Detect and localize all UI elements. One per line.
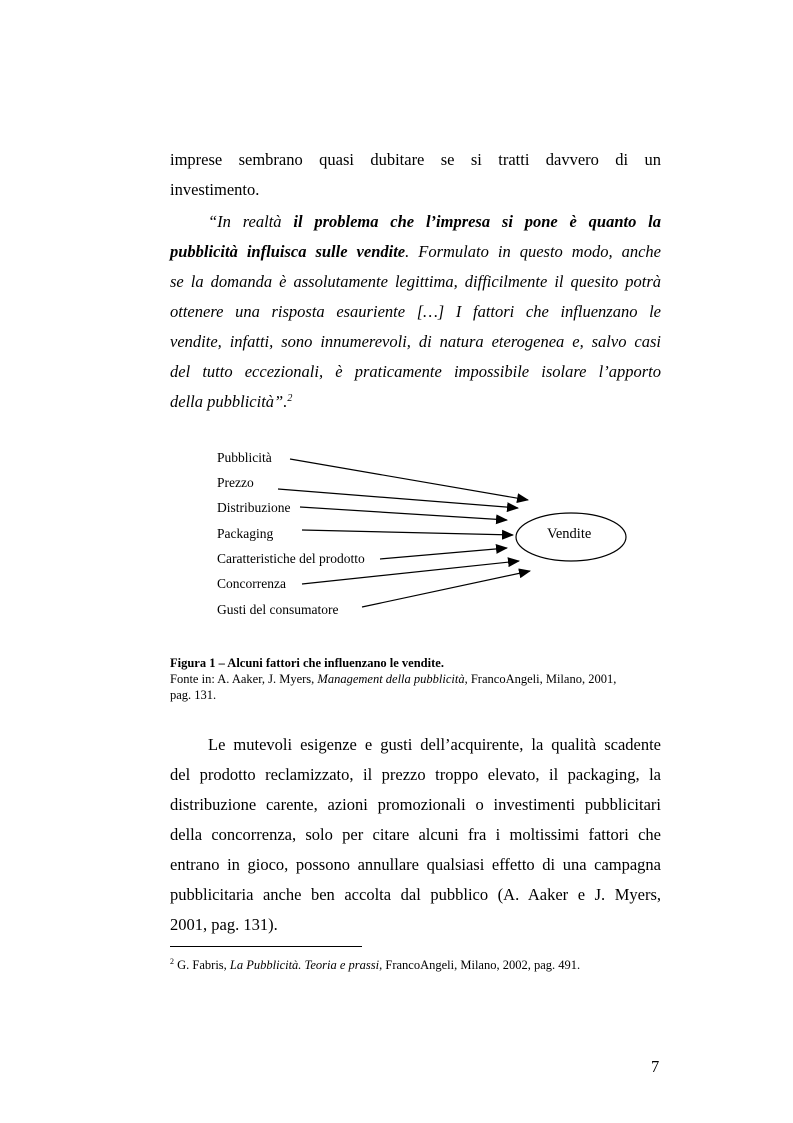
arrow-caratteristiche [380,548,507,559]
body-line: del prodotto reclamizzato, il prezzo troppo elevato, il packaging, la [170,765,661,784]
quote-emphasis: pubblicità influisca sulle vendite [170,242,406,261]
quote-emphasis: il problema che l’impresa si pone è quanto la [293,212,662,231]
footnote [170,958,580,973]
arrow-gusti [362,571,530,607]
figure-caption-page: pag. 131. [170,688,217,702]
arrow-distribuzione [300,507,507,520]
body-line: imprese sembrano quasi dubitare se si tratti davvero di un [170,150,661,169]
figure-caption-title: Figura 1 – Alcuni fattori che influenzano le vendite. [170,656,444,670]
footnote-author: G. Fabris, [174,958,230,972]
caption-source-suffix: , FrancoAngeli, Milano, 2001, [464,672,617,686]
footnote-ref: 2 [287,393,293,404]
footnote-number: 2 [170,957,174,966]
factor-label: Packaging [217,526,274,541]
figure-caption-source [170,672,616,687]
body-line: della concorrenza, solo per citare alcuni fra i moltissimi fattori che [170,825,661,844]
factor-label: Concorrenza [217,576,286,591]
quote-text: della pubblicità”. [170,392,288,411]
body-line: pubblicitaria anche ben accolta dal pubblico (A. Aaker e J. Myers, [170,885,661,904]
page-number: 7 [651,1057,660,1076]
quote-line: vendite, infatti, sono innumerevoli, di natura eterogenea e, salvo casi [170,332,661,351]
quote-line: se la domanda è assolutamente legittima, difficilmente il quesito potrà [170,272,661,291]
footnote-title: La Pubblicità. Teoria e prassi [229,958,380,972]
footnote-separator [170,946,362,947]
body-line: distribuzione carente, azioni promozionali o investimenti pubblicitari [170,795,661,814]
factor-label: Distribuzione [217,500,291,515]
quote-line: del tutto eccezionali, è praticamente impossibile isolare l’apporto [170,362,661,381]
quote-open: “In realtà [208,212,282,231]
quote-text: . Formulato in questo modo, anche [405,242,661,261]
factor-label: Gusti del consumatore [217,602,339,617]
footnote-rest: , FrancoAngeli, Milano, 2002, pag. 491. [379,958,581,972]
arrow-pubblicita [290,459,528,500]
arrow-packaging [302,530,513,535]
body-line: Le mutevoli esigenze e gusti dell’acquirente, la qualità scadente [208,735,661,754]
target-label: Vendite [547,526,592,542]
body-line: 2001, pag. 131). [170,915,278,934]
factor-label: Pubblicità [217,450,272,465]
caption-source-title: Management della pubblicità [317,672,465,686]
factor-label: Caratteristiche del prodotto [217,551,365,566]
body-line: entrano in gioco, possono annullare qualsiasi effetto di una campagna [170,855,661,874]
factor-label: Prezzo [217,475,254,490]
quote-line: ottenere una risposta esauriente […] I fattori che influenzano le [170,302,661,321]
caption-source-prefix: Fonte in: A. Aaker, J. Myers, [170,672,318,686]
body-line: investimento. [170,180,260,199]
